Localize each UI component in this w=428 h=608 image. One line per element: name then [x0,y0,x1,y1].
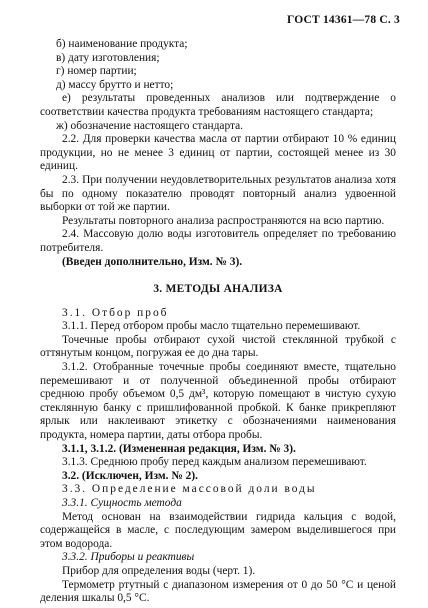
list-item-e: е) результаты проведенных анализов или подтверждение о соответствии качества продукта требованиям настоящего стандарта; [40,92,396,118]
paragraph-3-1-3: 3.1.3. Среднюю пробу перед каждым анализом перемешивают. [62,456,367,469]
paragraph-3-1-1-points: Точечные пробы отбирают сухой чистой стеклянной трубкой с оттянутым концом, погружая ее до дна тары. [40,333,396,360]
paragraph-2-2: 2.2. Для проверки качества масла от партии отбирают 10 % единиц продукции, но не менее 3 единиц от партии, состоящей менее из 30 единиц. [40,133,396,173]
list-item-zh: ж) обозначение настоящего стандарта. [56,119,244,132]
paragraph-3-3-2-thermometer: Термометр ртутный с диапазоном измерения от 0 до 50 °С и ценой деления шкалы 0,5 °С. [40,578,396,605]
list-item-d: д) массу брутто и нетто; [56,78,174,91]
section-title-methods: 3. МЕТОДЫ АНАЛИЗА [153,283,283,296]
amendment-note-3-1: 3.1.1, 3.1.2. (Измененная редакция, Изм. № 3). [62,442,296,455]
document-body [40,38,396,606]
list-item-v: в) дату изготовления; [56,51,160,64]
paragraph-3-1-1: 3.1.1. Перед отбором пробы масло тщательно перемешивают. [62,320,361,333]
paragraph-2-3: 2.3. При получении неудовлетворительных результатов анализа хотя бы по одному показателю проводят повторный анализ удвоенной выборки от той же партии. [40,173,396,214]
subsection-3-3: 3.3. Определение массовой доли воды [62,483,317,496]
paragraph-3-3-2-device: Прибор для определения воды (черт. 1). [62,564,256,577]
paragraph-2-4: 2.4. Массовую долю воды изготовитель определяет по требованию потребителя. [40,228,396,254]
subsection-3-3-2: 3.3.2. Приборы и реактивы [62,551,195,564]
subsection-3-3-1: 3.3.1. Сущность метода [62,497,182,509]
list-item-g: г) номер партии; [56,65,137,78]
paragraph-2-3-results: Результаты повторного анализа распространяются на всю партию. [62,214,385,227]
paragraph-3-1-2: 3.1.2. Отобранные точечные пробы соединяют вместе, тщательно перемешивают и от полученной объединенной пробы отбирают среднюю пробу объемом 0,5 дм³, которую помещают в чистую сухую стеклянную банку с пришлифованной пробкой. К банке прикрепляют ярлык или наклеивают этикетку с обозначениями наименования продукта, номера партии, даты отбора пробы. [40,361,396,442]
page-header: ГОСТ 14361—78 С. 3 [287,14,400,26]
paragraph-3-2-excluded: 3.2. (Исключен, Изм. № 2). [62,469,198,482]
subsection-3-1: 3.1. Отбор проб [62,306,169,319]
amendment-note-2-4: (Введен дополнительно, Изм. № 3). [62,255,243,268]
paragraph-3-3-1-method: Метод основан на взаимодействии гидрида кальция с водой, содержащейся в масле, с последующим замером выделившегося при этом водорода. [40,510,396,550]
list-item-b: б) наименование продукта; [56,38,188,50]
